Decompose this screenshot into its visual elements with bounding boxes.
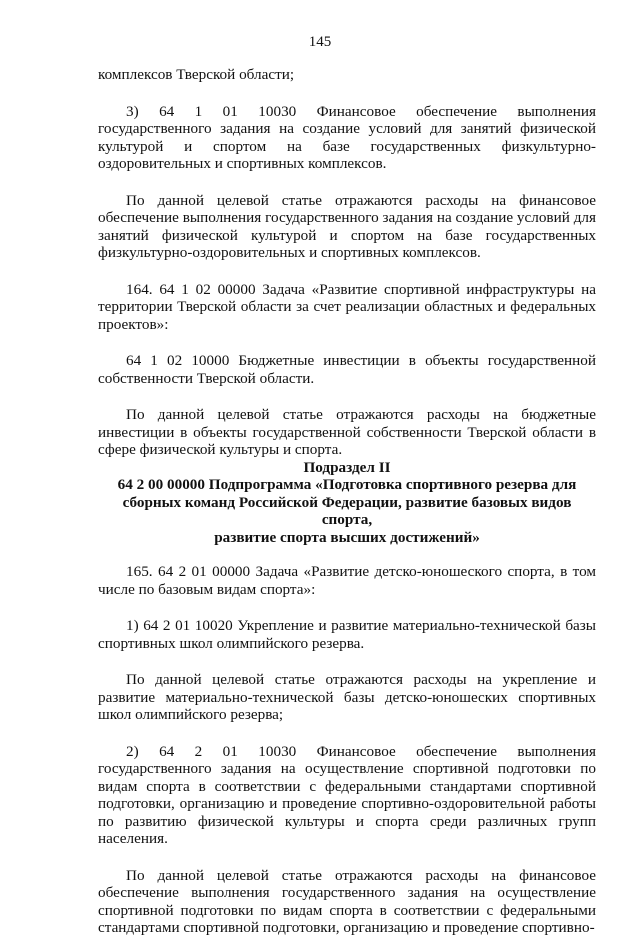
paragraph-expense-description: По данной целевой статье отражаются расходы на финансовое обеспечение выполнения государственного задания на создание условий для занятий физической культурой и спортом на базе государственных физкультурно-оздоровительных и спортивных комплексов. — [98, 191, 596, 261]
subsection-title-line-3: развитие спорта высших достижений» — [214, 528, 480, 546]
paragraph-investments-description: По данной целевой статье отражаются расходы на бюджетные инвестиции в объекты государственной собственности Тверской области в сфере физической культуры и спорта. — [98, 406, 596, 458]
subsection-label: Подраздел II — [303, 458, 391, 476]
page-number: 145 — [308, 34, 332, 50]
subsection-title-line-2: сборных команд Российской Федерации, развитие базовых видов спорта, — [122, 493, 572, 528]
paragraph-task-165: 165. 64 2 01 00000 Задача «Развитие детско-юношеского спорта, в том числе по базовым видам спорта»: — [98, 563, 596, 598]
paragraph-funding-description: По данной целевой статье отражаются расходы на финансовое обеспечение выполнения государственного задания на осуществление спортивной подготовки по видам спорта в соответствии с федеральными стандартами спортивной подготовки, организацию и проведение спортивно- — [98, 866, 596, 936]
paragraph-budget-investments: 64 1 02 10000 Бюджетные инвестиции в объекты государственной собственности Тверской области. — [98, 352, 596, 387]
paragraph-task-164: 164. 64 1 02 00000 Задача «Развитие спортивной инфраструктуры на территории Тверской области за счет реализации областных и федеральных проектов»: — [98, 280, 596, 333]
paragraph-strengthening-description: По данной целевой статье отражаются расходы на укрепление и развитие материально-технической базы детско-юношеских спортивных школ олимпийского резерва; — [98, 671, 596, 723]
document-body — [98, 66, 596, 937]
subsection-title-line-1: 64 2 00 00000 Подпрограмма «Подготовка спортивного резерва для — [117, 476, 577, 493]
paragraph-item-3-funding: 3) 64 1 01 10030 Финансовое обеспечение выполнения государственного задания на создание условий для занятий физической культурой и спортом на базе государственных физкультурно-оздоровительных и спортивных комплексов. — [98, 102, 596, 172]
paragraph-item-1-strengthening: 1) 64 2 01 10020 Укрепление и развитие материально-технической базы спортивных школ олимпийского резерва. — [98, 617, 596, 652]
paragraph-continuation: комплексов Тверской области; — [98, 66, 295, 83]
paragraph-item-2-funding: 2) 64 2 01 10030 Финансовое обеспечение выполнения государственного задания на осуществление спортивной подготовки по видам спорта в соответствии с федеральными стандартами спортивной подготовки, организацию и проведение спортивно-оздоровительной работы по развитию физической культуры и спорта среди различных групп населения. — [98, 742, 596, 847]
